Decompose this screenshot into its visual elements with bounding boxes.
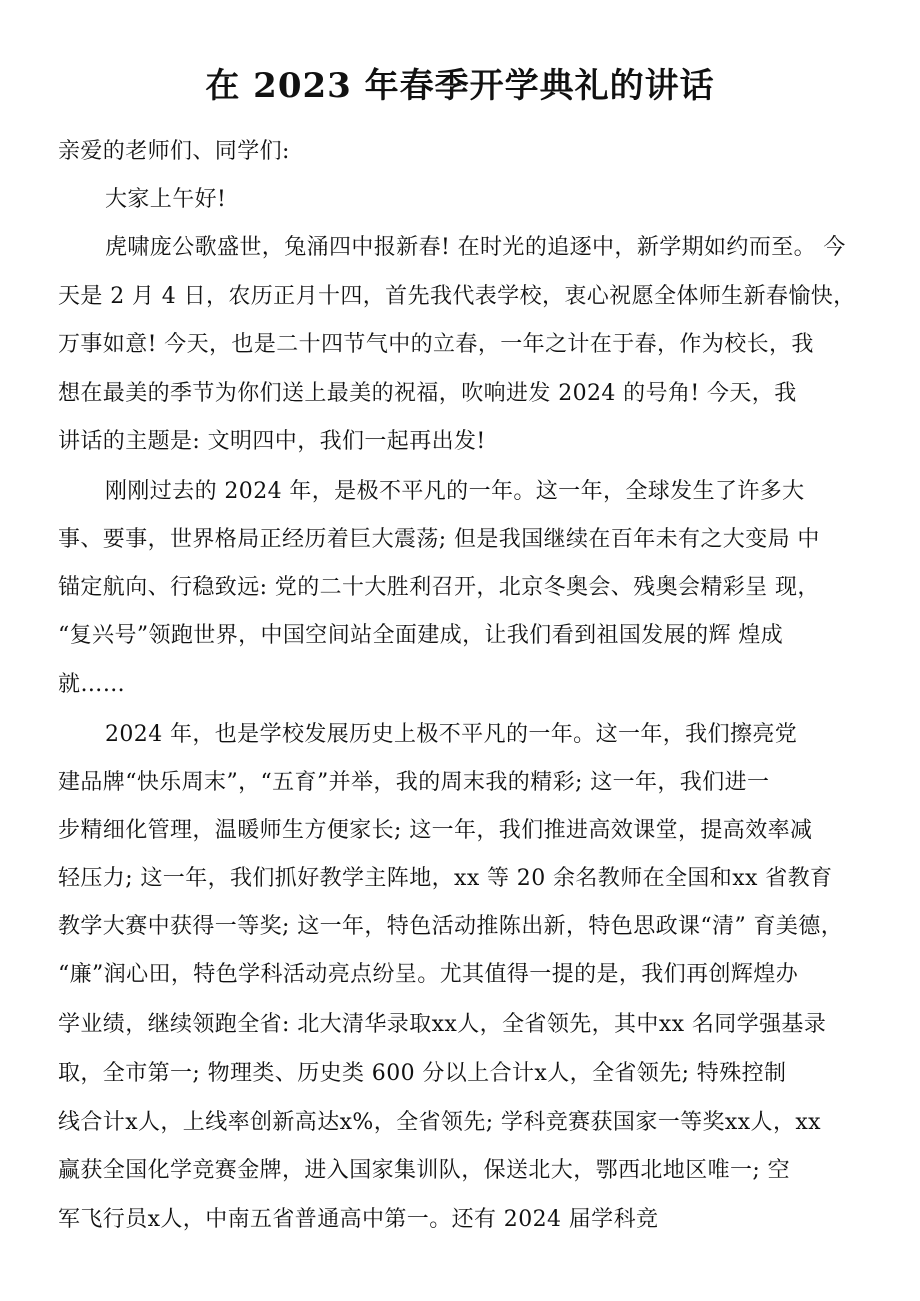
paragraph-line: 讲话的主题是: 文明四中，我们一起再出发! (58, 429, 486, 454)
paragraph-line: 刚刚过去的 2024 年，是极不平凡的一年。这一年，全球发生了许多大 (105, 479, 805, 504)
salutation-line: 亲爱的老师们、同学们: (58, 139, 290, 164)
paragraph-line: 步精细化管理，温暖师生方便家长; 这一年，我们推进高效课堂，提高效率减 (58, 818, 813, 843)
document-title: 在 2023 年春季开学典礼的讲话 (205, 66, 715, 106)
paragraph-line: “廉”润心田，特色学科活动亮点纷呈。尤其值得一提的是，我们再创辉煌办 (58, 962, 799, 987)
paragraph-line: 轻压力; 这一年，我们抓好教学主阵地，xx 等 20 余名教师在全国和xx 省教育 (58, 866, 833, 891)
paragraph-line: 军飞行员x人，中南五省普通高中第一。还有 2024 届学科竞 (58, 1207, 659, 1232)
paragraph-line: 线合计x人，上线率创新高达x%，全省领先; 学科竞赛获国家一等奖xx人，xx (58, 1110, 821, 1135)
paragraph-line: 赢获全国化学竞赛金牌，进入国家集训队，保送北大，鄂西北地区唯一; 空 (58, 1158, 791, 1183)
paragraph-line: 取，全市第一; 物理类、历史类 600 分以上合计x人，全省领先; 特殊控制 (58, 1061, 787, 1086)
paragraph-line: 2024 年，也是学校发展历史上极不平凡的一年。这一年，我们擦亮党 (105, 722, 798, 747)
paragraph-line: 万事如意! 今天，也是二十四节气中的立春，一年之计在于春，作为校长，我 (58, 332, 814, 357)
paragraph-line: “复兴号”领跑世界，中国空间站全面建成，让我们看到祖国发展的辉 煌成 (58, 623, 784, 648)
paragraph-line: 虎啸庞公歌盛世，兔涌四中报新春! 在时光的追逐中，新学期如约而至。 今 (105, 235, 846, 260)
paragraph-line: 事、要事，世界格局正经历着巨大震荡; 但是我国继续在百年未有之大变局 中 (58, 527, 820, 552)
paragraph-line: 建品牌“快乐周末”，“五育”并举，我的周末我的精彩; 这一年，我们进一 (58, 770, 770, 795)
paragraph-line: 想在最美的季节为你们送上最美的祝福，吹响进发 2024 的号角! 今天，我 (58, 381, 797, 406)
paragraph-line: 学业绩，继续领跑全省: 北大清华录取xx人，全省领先，其中xx 名同学强基录 (58, 1012, 827, 1037)
paragraph-line: 就…… (58, 672, 126, 697)
paragraph-line: 锚定航向、行稳致远: 党的二十大胜利召开，北京冬奥会、残奥会精彩呈 现， (58, 575, 820, 600)
greeting-line: 大家上午好! (105, 187, 227, 212)
paragraph-line: 天是 2 月 4 日，农历正月十四，首先我代表学校，衷心祝愿全体师生新春愉快， (58, 284, 856, 309)
paragraph-line: 教学大赛中获得一等奖; 这一年，特色活动推陈出新，特色思政课“清” 育美德， (58, 914, 844, 939)
